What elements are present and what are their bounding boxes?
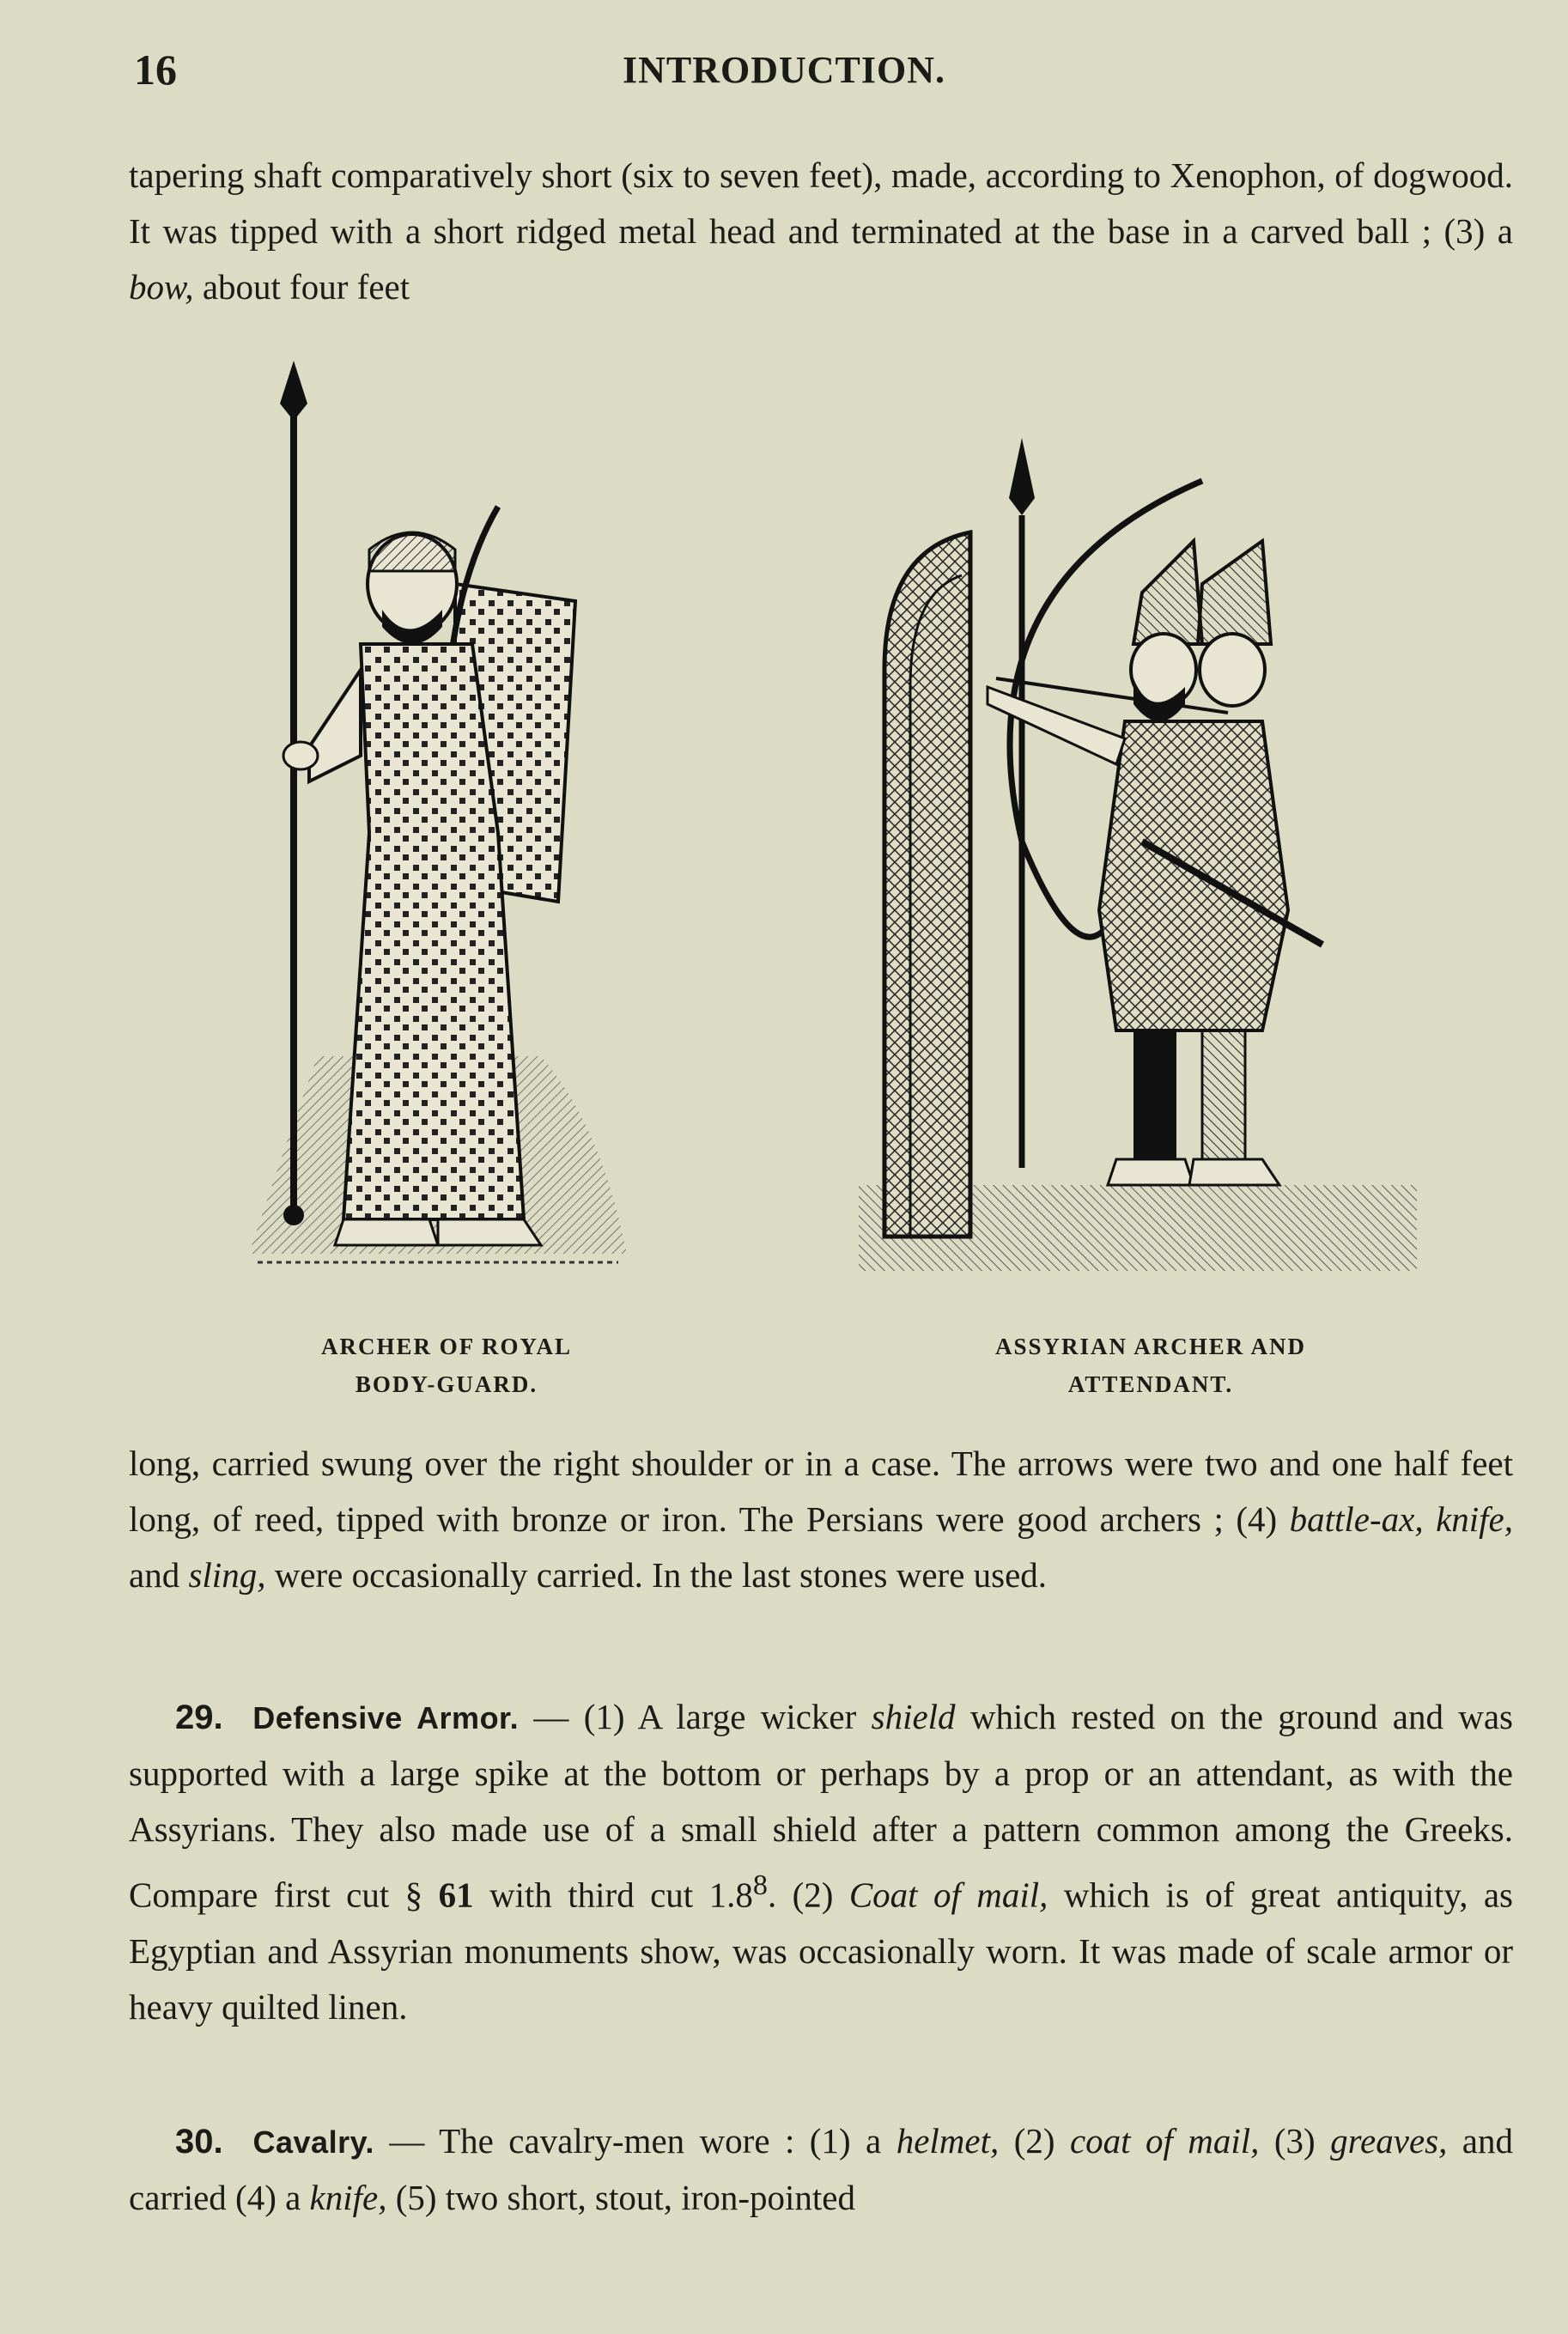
- section-title: Defensive Armor.: [252, 1700, 520, 1735]
- assyrian-archer-attendant-illustration: [859, 429, 1417, 1279]
- section-title: Cavalry.: [252, 2124, 374, 2160]
- section-number: 30.: [175, 2123, 223, 2161]
- right-figure-caption: ASSYRIAN ARCHER AND ATTENDANT.: [994, 1334, 1307, 1397]
- section-29-defensive-armor: 29. Defensive Armor. — (1) A large wicker shield which rested on the ground and was supported with a large spike at the bottom or perhaps by a prop or an attendant, as with the Assyrians. They also made use of a small shield after a pattern common among the Greeks. Compare first cut § 61 with third cut $1.8^8$. (2) Coat of mail, which is of great antiquity, as Egyptian and Assyrian monuments show, was occasionally worn. It was made of scale armor or heavy quilted linen.: [129, 1697, 1514, 2027]
- page-number: 16: [134, 46, 177, 94]
- archer-royal-bodyguard-illustration: [240, 352, 653, 1305]
- continuation-paragraph: long, carried swung over the right shoulder or in a case. The arrows were two and one half feet long, of reed, tipped with bronze or iron. The Persians were good archers ; (4) battle-ax, knife, and sling, were occasionally carried. In the last stones were used.: [129, 1444, 1513, 1595]
- running-title: INTRODUCTION.: [622, 49, 946, 91]
- section-30-cavalry: 30. Cavalry. — The cavalry-men wore : (1) a helmet, (2) coat of mail, (3) greaves, and carried (4) a knife, (5) two short, stout, iron-pointed: [129, 2121, 1513, 2217]
- left-figure-caption: ARCHER OF ROYAL BODY-GUARD.: [320, 1334, 573, 1397]
- top-paragraph: tapering shaft comparatively short (six to seven feet), made, according to Xenophon, of dogwood. It was tipped with a short ridged metal head and terminated at the base in a carved ball ; (3) a bow, about four feet: [129, 155, 1513, 307]
- section-number: 29.: [175, 1699, 223, 1736]
